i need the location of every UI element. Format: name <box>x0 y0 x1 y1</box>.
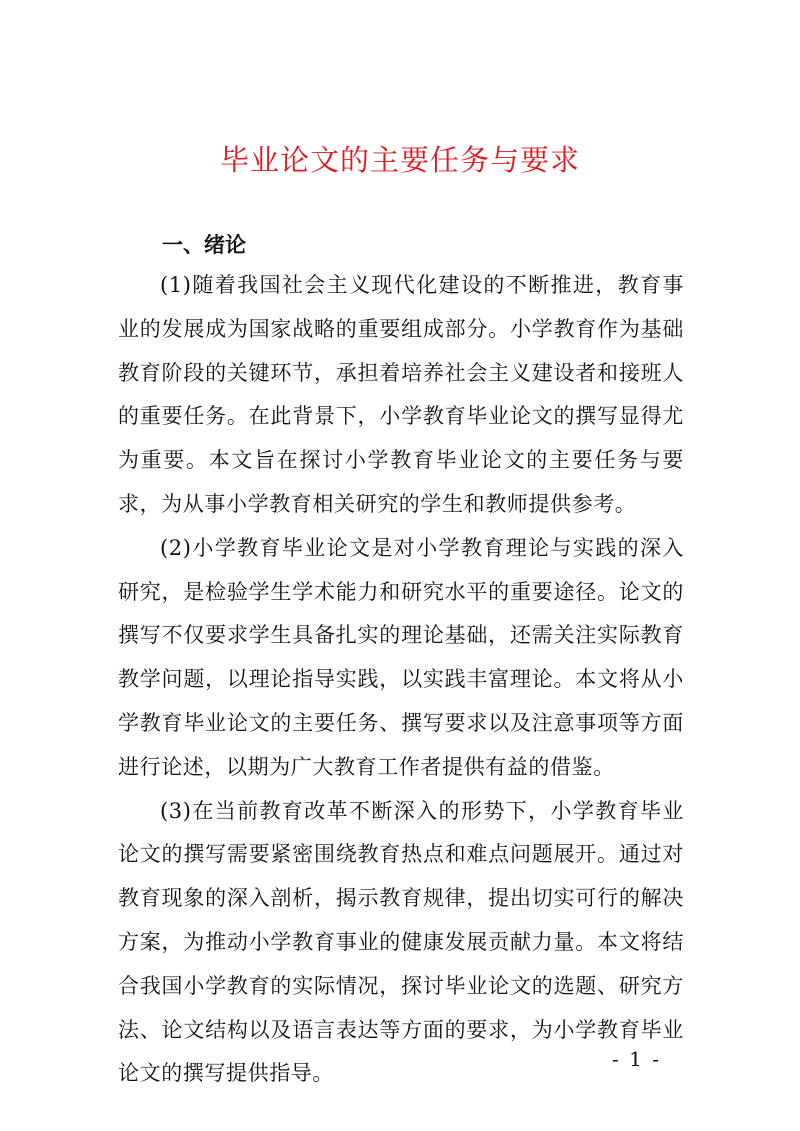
section-body <box>118 264 684 1096</box>
paragraph-2: (2)小学教育毕业论文是对小学教育理论与实践的深入研究，是检验学生学术能力和研究水平的重要途径。论文的撰写不仅要求学生具备扎实的理论基础，还需关注实际教育教学问题，以理论指导实践，以实践丰富理论。本文将从小学教育毕业论文的主要任务、撰写要求以及注意事项等方面进行论述，以期为广大教育工作者提供有益的借鉴。 <box>118 535 684 779</box>
paragraph-1: (1)随着我国社会主义现代化建设的不断推进，教育事业的发展成为国家战略的重要组成部分。小学教育作为基础教育阶段的关键环节，承担着培养社会主义建设者和接班人的重要任务。在此背景下，小学教育毕业论文的撰写显得尤为重要。本文旨在探讨小学教育毕业论文的主要任务与要求，为从事小学教育相关研究的学生和教师提供参考。 <box>118 273 684 516</box>
page-number: - 1 - <box>612 1047 661 1071</box>
section-heading: 一、绪论 <box>162 233 246 257</box>
document-title: 毕业论文的主要任务与要求 <box>219 143 580 177</box>
paragraph-3: (3)在当前教育改革不断深入的形势下，小学教育毕业论文的撰写需要紧密围绕教育热点和难点问题展开。通过对教育现象的深入剖析，揭示教育规律，提出切实可行的解决方案，为推动小学教育事业的健康发展贡献力量。本文将结合我国小学教育的实际情况，探讨毕业论文的选题、研究方法、论文结构以及语言表达等方面的要求，为小学教育毕业论文的撰写提供指导。 <box>118 798 684 1086</box>
